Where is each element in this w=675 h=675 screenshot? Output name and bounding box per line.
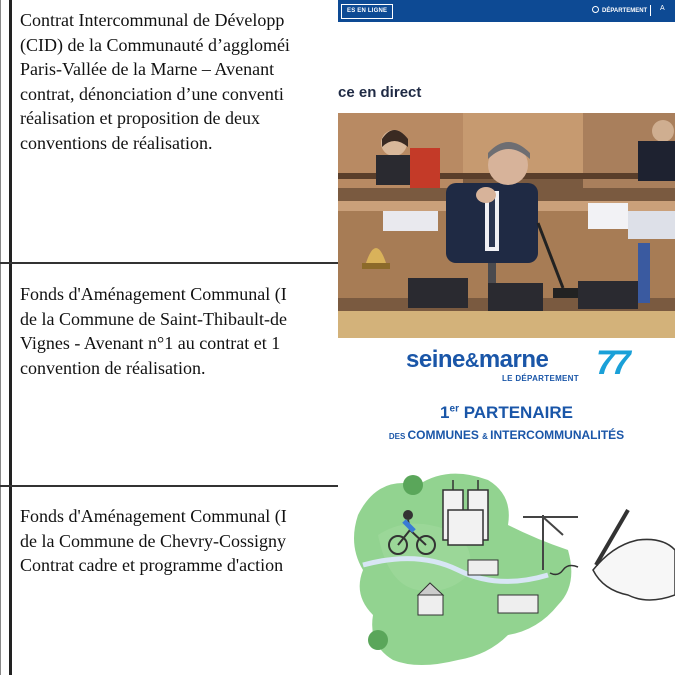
- logo-number: 77: [596, 344, 628, 382]
- table-row-saint-thibault: Fonds d'Aménagement Communal (I de la Commune de Saint-Thibault-de Vignes - Avenant n°1 au contrat et 1 convention de réalisation.: [20, 284, 287, 378]
- department-link-label: DÉPARTEMENT: [602, 8, 648, 14]
- subheadline-des: DES: [388, 432, 408, 441]
- topbar-separator: [650, 5, 651, 16]
- headline-superscript: er: [449, 403, 459, 415]
- page-heading: ce en direct: [338, 84, 422, 101]
- table-border: [9, 0, 12, 675]
- promo-subheadline: [338, 428, 675, 442]
- department-link[interactable]: [592, 6, 647, 14]
- site-topbar: [338, 0, 675, 22]
- subheadline-communes: COMMUNES: [407, 428, 483, 442]
- headline-number: 1: [440, 403, 450, 422]
- department-map-illustration: [338, 455, 675, 675]
- row-divider: [0, 262, 338, 264]
- live-video-player[interactable]: [338, 113, 675, 338]
- online-services-button[interactable]: ES EN LIGNE: [341, 4, 393, 19]
- video-frame-image: [338, 113, 675, 338]
- globe-icon: [592, 6, 599, 13]
- headline-text: PARTENAIRE: [458, 403, 573, 422]
- subheadline-amp: &: [482, 432, 491, 441]
- promo-headline: [338, 403, 675, 423]
- logo-text-seine: seine: [406, 346, 465, 373]
- logo-ampersand: &: [464, 350, 479, 372]
- row-divider: [0, 485, 338, 487]
- header-strip: [338, 22, 675, 40]
- subheadline-intercommunalites: INTERCOMMUNALITÉS: [490, 428, 625, 442]
- table-border-outer: [0, 0, 1, 675]
- logo-subtitle: LE DÉPARTEMENT: [502, 374, 579, 383]
- table-row-chevry-cossigny: Fonds d'Aménagement Communal (I de la Commune de Chevry-Cossigny Contrat cadre et programme d'action: [20, 506, 287, 575]
- department-logo[interactable]: [406, 346, 548, 374]
- logo-text-marne: marne: [478, 346, 549, 373]
- accessibility-icon[interactable]: A: [660, 5, 665, 12]
- table-row-cid: Contrat Intercommunal de Développ (CID) de la Communauté d’aggloméi Paris-Vallée de la Marne – Avenant contrat, dénonciation d’une conventi réalisation et proposition de deux conventions de réalisation.: [20, 10, 290, 153]
